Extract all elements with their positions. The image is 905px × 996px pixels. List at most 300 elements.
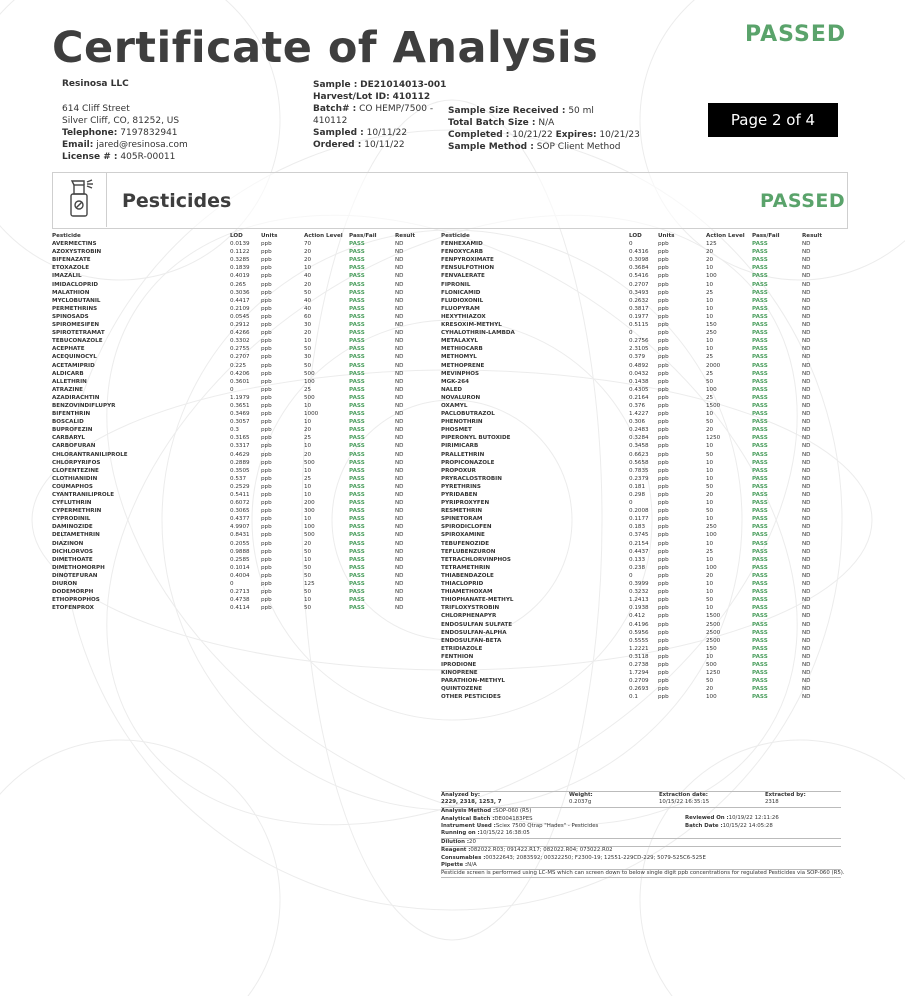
cell-pesticide: MEVINPHOS [441, 370, 480, 377]
cell-pass-fail: PASS [349, 394, 365, 401]
analytical-batch-label: Analytical Batch : [441, 815, 495, 822]
cell-lod: 0.3118 [629, 653, 649, 660]
method-value: SOP Client Method [536, 142, 621, 152]
cell-pesticide: CYANTRANILIPROLE [52, 492, 115, 498]
cell-pass-fail: PASS [752, 257, 768, 264]
cell-result: ND [395, 249, 404, 256]
cell-pass-fail: PASS [752, 645, 768, 652]
cell-units: ppb [658, 265, 669, 272]
cell-pass-fail: PASS [349, 524, 365, 531]
cell-pesticide: BIFENAZATE [52, 257, 91, 264]
cell-lod: 0.376 [629, 402, 646, 409]
cell-pass-fail: PASS [752, 661, 768, 668]
cell-lod: 0.5411 [230, 492, 250, 498]
cell-pass-fail: PASS [752, 475, 768, 482]
consumables-label: Consumables : [441, 854, 486, 861]
cell-pesticide: PARATHION-METHYL [441, 678, 505, 685]
cell-pesticide: BUPROFEZIN [52, 427, 93, 434]
table-row [441, 467, 822, 475]
cell-pass-fail: PASS [752, 394, 768, 401]
cell-action-level: 30 [304, 322, 312, 329]
extraction-date-value: 10/15/22 16:35:15 [659, 799, 710, 806]
table-row [441, 548, 822, 556]
cell-lod: 0.3232 [629, 589, 649, 596]
table-row [441, 378, 822, 386]
cell-lod: 0.2693 [629, 686, 649, 693]
cell-pesticide: FLONICAMID [441, 289, 481, 296]
cell-lod: 0.2713 [230, 589, 250, 596]
cell-lod: 0.2755 [230, 346, 250, 353]
cell-result: ND [395, 273, 404, 280]
table-row [52, 572, 415, 580]
cell-pass-fail: PASS [752, 524, 768, 531]
cell-pesticide: COUMAPHOS [52, 483, 93, 490]
table-row [52, 451, 415, 459]
cell-lod: 0 [230, 386, 234, 393]
cell-result: ND [395, 402, 404, 409]
table-row [441, 661, 822, 669]
table-row [441, 588, 822, 596]
cell-result: ND [395, 451, 404, 458]
cell-pesticide: ETOXAZOLE [52, 265, 90, 272]
cell-pesticide: SPINETORAM [441, 516, 483, 523]
cell-lod: 0.2154 [629, 540, 649, 547]
col-header-pesticide: Pesticide [441, 233, 470, 239]
cell-pass-fail: PASS [752, 581, 768, 588]
cell-action-level: 10 [706, 589, 714, 596]
cell-result: ND [802, 297, 811, 304]
cell-lod: 0 [629, 572, 633, 579]
cell-pass-fail: PASS [349, 467, 365, 474]
cell-result: ND [802, 411, 811, 418]
cell-pass-fail: PASS [349, 297, 365, 304]
section-icon-box [52, 172, 107, 227]
cell-pesticide: PROPOXUR [441, 467, 476, 474]
reagent-label: Reagent : [441, 847, 471, 854]
cell-result: ND [802, 289, 811, 296]
cell-pesticide: IMAZALIL [52, 273, 82, 280]
pesticide-table-left-body [52, 240, 415, 612]
analysis-method-value: SOP-060 (R5) [495, 808, 532, 815]
cell-units: ppb [658, 581, 669, 588]
cell-pesticide: FENOXYCARB [441, 249, 484, 256]
cell-lod: 0.2483 [629, 427, 649, 434]
table-row [52, 580, 415, 588]
cell-pesticide: CYPERMETHRIN [52, 508, 102, 515]
cell-pass-fail: PASS [349, 589, 365, 596]
cell-action-level: 10 [706, 556, 714, 563]
cell-result: ND [395, 589, 404, 596]
cell-result: ND [802, 637, 811, 644]
table-row [52, 588, 415, 596]
cell-pesticide: NALED [441, 386, 463, 393]
cell-pass-fail: PASS [752, 305, 768, 312]
table-row [441, 629, 822, 637]
cell-pass-fail: PASS [349, 516, 365, 523]
cell-lod: 0.4892 [629, 362, 649, 369]
cell-result: ND [395, 313, 404, 320]
section-status-badge: PASSED [760, 190, 846, 212]
company-name: Resinosa LLC [62, 79, 129, 89]
cell-pass-fail: PASS [752, 597, 768, 604]
cell-units: ppb [658, 378, 669, 385]
table-row [52, 256, 415, 264]
table-row [52, 402, 415, 410]
cell-pesticide: TETRACHLORVINPHOS [441, 556, 511, 563]
extracted-by-value: 2318 [765, 799, 779, 806]
cell-pesticide: OTHER PESTICIDES [441, 694, 501, 701]
cell-units: ppb [658, 532, 669, 539]
cell-pass-fail: PASS [752, 273, 768, 280]
cell-pass-fail: PASS [752, 500, 768, 507]
cell-result: ND [395, 338, 404, 345]
cell-units: ppb [658, 411, 669, 418]
cell-action-level: 25 [706, 370, 714, 377]
cell-result: ND [395, 427, 404, 434]
cell-pesticide: DIMETHOMORPH [52, 564, 105, 571]
cell-units: ppb [658, 492, 669, 498]
cell-result: ND [395, 443, 404, 450]
dilution-value: 20 [469, 839, 476, 846]
cell-pass-fail: PASS [752, 670, 768, 677]
cell-units: ppb [261, 289, 272, 296]
cell-pesticide: ALLETHRIN [52, 378, 87, 385]
cell-lod: 0.4305 [629, 386, 649, 393]
cell-lod: 0.3469 [230, 411, 250, 418]
cell-pass-fail: PASS [349, 483, 365, 490]
cell-units: ppb [658, 508, 669, 515]
cell-units: ppb [261, 467, 272, 474]
cell-pass-fail: PASS [349, 265, 365, 272]
cell-action-level: 50 [706, 483, 714, 490]
cell-result: ND [802, 492, 811, 498]
table-row [441, 264, 822, 272]
cell-pass-fail: PASS [349, 313, 365, 320]
cell-result: ND [802, 524, 811, 531]
cell-result: ND [802, 394, 811, 401]
cell-result: ND [802, 330, 811, 337]
cell-units: ppb [658, 435, 669, 442]
cell-action-level: 10 [304, 467, 312, 474]
cell-pesticide: CLOFENTEZINE [52, 467, 99, 474]
cell-units: ppb [261, 556, 272, 563]
cell-lod: 1.7294 [629, 670, 649, 677]
cell-lod: 0.5555 [629, 637, 649, 644]
cell-lod: 0.7835 [629, 467, 649, 474]
cell-units: ppb [261, 532, 272, 539]
table-row [52, 240, 415, 248]
cell-lod: 0.3036 [230, 289, 250, 296]
cell-action-level: 40 [304, 305, 312, 312]
cell-units: ppb [261, 241, 272, 248]
running-on-value: 10/15/22 16:38:05 [479, 830, 530, 837]
table-row [441, 353, 822, 361]
cell-result: ND [395, 475, 404, 482]
cell-lod: 0.537 [230, 475, 247, 482]
cell-pesticide: DIURON [52, 581, 78, 588]
cell-pass-fail: PASS [349, 459, 365, 466]
pesticide-table-right [441, 232, 822, 701]
cell-pass-fail: PASS [752, 386, 768, 393]
cell-action-level: 125 [706, 241, 717, 248]
extraction-date-label: Extraction date: [659, 792, 708, 798]
cell-result: ND [802, 564, 811, 571]
cell-result: ND [395, 467, 404, 474]
cell-action-level: 70 [304, 241, 312, 248]
cell-units: ppb [261, 378, 272, 385]
pesticide-table-right-body [441, 240, 822, 701]
cell-lod: 0.9888 [230, 548, 250, 555]
cell-lod: 0.379 [629, 354, 646, 361]
cell-action-level: 20 [706, 249, 714, 256]
cell-action-level: 1250 [706, 670, 721, 677]
cell-action-level: 250 [706, 330, 717, 337]
cell-pass-fail: PASS [349, 330, 365, 337]
table-row [52, 297, 415, 305]
cell-action-level: 500 [304, 532, 315, 539]
cell-action-level: 10 [706, 516, 714, 523]
cell-lod: 0.3684 [629, 265, 649, 272]
table-row [441, 515, 822, 523]
cell-result: ND [395, 500, 404, 507]
cell-units: ppb [658, 613, 669, 620]
cell-lod: 0.4377 [230, 516, 250, 523]
table-row [441, 669, 822, 677]
cell-pass-fail: PASS [349, 411, 365, 418]
cell-pesticide: SPIROMESIFEN [52, 322, 100, 329]
cell-units: ppb [261, 257, 272, 264]
cell-units: ppb [658, 637, 669, 644]
cell-units: ppb [658, 273, 669, 280]
cell-pass-fail: PASS [349, 500, 365, 507]
cell-pass-fail: PASS [349, 346, 365, 353]
table-row [441, 685, 822, 693]
cell-result: ND [802, 443, 811, 450]
pipette-value: N/A [467, 861, 477, 868]
cell-units: ppb [658, 605, 669, 612]
cell-pass-fail: PASS [349, 370, 365, 377]
cell-pesticide: TRIFLOXYSTROBIN [441, 605, 500, 612]
col-header-pass-fail: Pass/Fail [349, 233, 377, 239]
analytical-batch-value: DE004183PES [494, 815, 533, 822]
cell-pesticide: IPRODIONE [441, 661, 477, 668]
cell-units: ppb [658, 297, 669, 304]
cell-action-level: 2000 [706, 362, 721, 369]
cell-lod: 0.2707 [230, 354, 250, 361]
table-row [441, 297, 822, 305]
cell-action-level: 20 [304, 249, 312, 256]
table-row [441, 281, 822, 289]
cell-units: ppb [261, 305, 272, 312]
cell-pass-fail: PASS [752, 419, 768, 426]
table-row [441, 523, 822, 531]
cell-action-level: 200 [304, 500, 315, 507]
cell-lod: 1.2221 [629, 645, 649, 652]
cell-pesticide: ETHOPROPHOS [52, 597, 100, 604]
cell-result: ND [802, 670, 811, 677]
cell-pesticide: MGK-264 [441, 378, 470, 385]
cell-result: ND [802, 257, 811, 264]
cell-lod: 0.1977 [629, 313, 649, 320]
cell-pass-fail: PASS [349, 451, 365, 458]
cell-lod: 0.3284 [629, 435, 649, 442]
cell-lod: 0.3505 [230, 467, 250, 474]
table-row [441, 491, 822, 499]
cell-result: ND [395, 241, 404, 248]
cell-result: ND [395, 265, 404, 272]
cell-units: ppb [658, 241, 669, 248]
cell-action-level: 20 [304, 281, 312, 288]
cell-units: ppb [658, 524, 669, 531]
cell-lod: 0.2585 [230, 556, 250, 563]
cell-result: ND [802, 678, 811, 685]
cell-action-level: 125 [304, 581, 315, 588]
table-row [441, 434, 822, 442]
cell-pesticide: CHLORPHENAPYR [441, 613, 497, 620]
cell-action-level: 20 [706, 492, 714, 498]
cell-action-level: 25 [304, 386, 312, 393]
cell-action-level: 25 [304, 435, 312, 442]
cell-pesticide: OXAMYL [441, 402, 468, 409]
table-row [441, 410, 822, 418]
cell-pesticide: ACETAMIPRID [52, 362, 95, 369]
cell-action-level: 10 [706, 467, 714, 474]
cell-pass-fail: PASS [752, 483, 768, 490]
col-header-units: Units [261, 233, 278, 239]
cell-pass-fail: PASS [349, 556, 365, 563]
cell-pesticide: CHLORANTRANILIPROLE [52, 451, 128, 458]
batch-date-value: 10/15/22 14:05:28 [722, 822, 773, 829]
cell-action-level: 50 [706, 597, 714, 604]
cell-lod: 0.0545 [230, 313, 250, 320]
table-row [441, 240, 822, 248]
cell-action-level: 50 [304, 346, 312, 353]
cell-units: ppb [658, 249, 669, 256]
cell-lod: 0.8431 [230, 532, 250, 539]
cell-units: ppb [261, 386, 272, 393]
cell-result: ND [395, 483, 404, 490]
cell-pass-fail: PASS [349, 249, 365, 256]
cell-pass-fail: PASS [752, 508, 768, 515]
cell-pass-fail: PASS [349, 386, 365, 393]
cell-lod: 0.3458 [629, 443, 649, 450]
table-row [441, 272, 822, 280]
cell-lod: 0.181 [629, 483, 646, 490]
cell-result: ND [395, 516, 404, 523]
cell-pass-fail: PASS [752, 548, 768, 555]
cell-action-level: 10 [304, 338, 312, 345]
cell-result: ND [802, 581, 811, 588]
cell-pass-fail: PASS [752, 694, 768, 701]
table-row [441, 604, 822, 612]
cell-units: ppb [261, 354, 272, 361]
cell-units: ppb [658, 500, 669, 507]
cell-lod: 0.3302 [230, 338, 250, 345]
cell-action-level: 50 [706, 378, 714, 385]
weight-label: Weight: [569, 792, 593, 798]
cell-units: ppb [658, 362, 669, 369]
cell-pesticide: CYHALOTHRIN-LAMBDA [441, 330, 515, 337]
email-value: jared@resinosa.com [96, 140, 188, 150]
cell-pass-fail: PASS [349, 305, 365, 312]
cell-pass-fail: PASS [349, 581, 365, 588]
cell-pesticide: CLOTHIANIDIN [52, 475, 98, 482]
col-header-lod: LOD [629, 233, 642, 239]
table-row [441, 345, 822, 353]
table-row [52, 272, 415, 280]
cell-lod: 0.298 [629, 492, 646, 498]
cell-action-level: 50 [304, 548, 312, 555]
table-row [441, 451, 822, 459]
col-header-result: Result [802, 233, 823, 239]
table-row [52, 248, 415, 256]
cell-lod: 0.2008 [629, 508, 649, 515]
cell-action-level: 150 [706, 645, 717, 652]
cell-lod: 0.265 [230, 281, 247, 288]
cell-pesticide: ENDOSULFAN-ALPHA [441, 629, 507, 636]
table-row [441, 621, 822, 629]
cell-result: ND [802, 451, 811, 458]
table-row [441, 313, 822, 321]
cell-action-level: 10 [706, 281, 714, 288]
table-row [52, 523, 415, 531]
cell-pass-fail: PASS [752, 443, 768, 450]
cell-action-level: 500 [706, 661, 717, 668]
cell-pesticide: PIPERONYL BUTOXIDE [441, 435, 511, 442]
cell-lod: 0.225 [230, 362, 247, 369]
cell-units: ppb [261, 402, 272, 409]
table-row [441, 556, 822, 564]
cell-result: ND [802, 281, 811, 288]
cell-action-level: 20 [304, 540, 312, 547]
cell-pass-fail: PASS [349, 492, 365, 498]
cell-units: ppb [658, 338, 669, 345]
cell-pass-fail: PASS [349, 257, 365, 264]
cell-pesticide: ACEPHATE [52, 346, 85, 353]
cell-lod: 1.2413 [629, 597, 649, 604]
cell-action-level: 50 [706, 419, 714, 426]
cell-lod: 0.3098 [629, 257, 649, 264]
cell-pass-fail: PASS [752, 540, 768, 547]
table-row [52, 459, 415, 467]
cell-units: ppb [658, 589, 669, 596]
cell-pass-fail: PASS [752, 354, 768, 361]
cell-lod: 0.4266 [230, 330, 250, 337]
table-row [441, 507, 822, 515]
table-row [441, 637, 822, 645]
instrument-value: Sciex 7500 Qtrap "Hades" - Pesticides [495, 822, 599, 829]
cell-units: ppb [261, 411, 272, 418]
cell-pass-fail: PASS [349, 338, 365, 345]
cell-pass-fail: PASS [752, 322, 768, 329]
cell-lod: 0.3817 [629, 305, 649, 312]
col-header-action-level: Action Level [706, 233, 745, 239]
table-row [441, 337, 822, 345]
cell-action-level: 2500 [706, 621, 721, 628]
cell-pass-fail: PASS [752, 338, 768, 345]
cell-pesticide: KRESOXIM-METHYL [441, 322, 502, 329]
cell-pesticide: AZOXYSTROBIN [52, 249, 102, 256]
cell-pesticide: TEFLUBENZURON [441, 548, 496, 555]
cell-units: ppb [658, 402, 669, 409]
table-row [441, 612, 822, 620]
page-title: Certificate of Analysis [52, 23, 599, 73]
table-row [52, 515, 415, 523]
sample-label: Sample : [313, 80, 358, 90]
cell-pesticide: HEXYTHIAZOX [441, 313, 486, 320]
cell-action-level: 500 [304, 459, 315, 466]
cell-lod: 0.6072 [230, 500, 250, 507]
